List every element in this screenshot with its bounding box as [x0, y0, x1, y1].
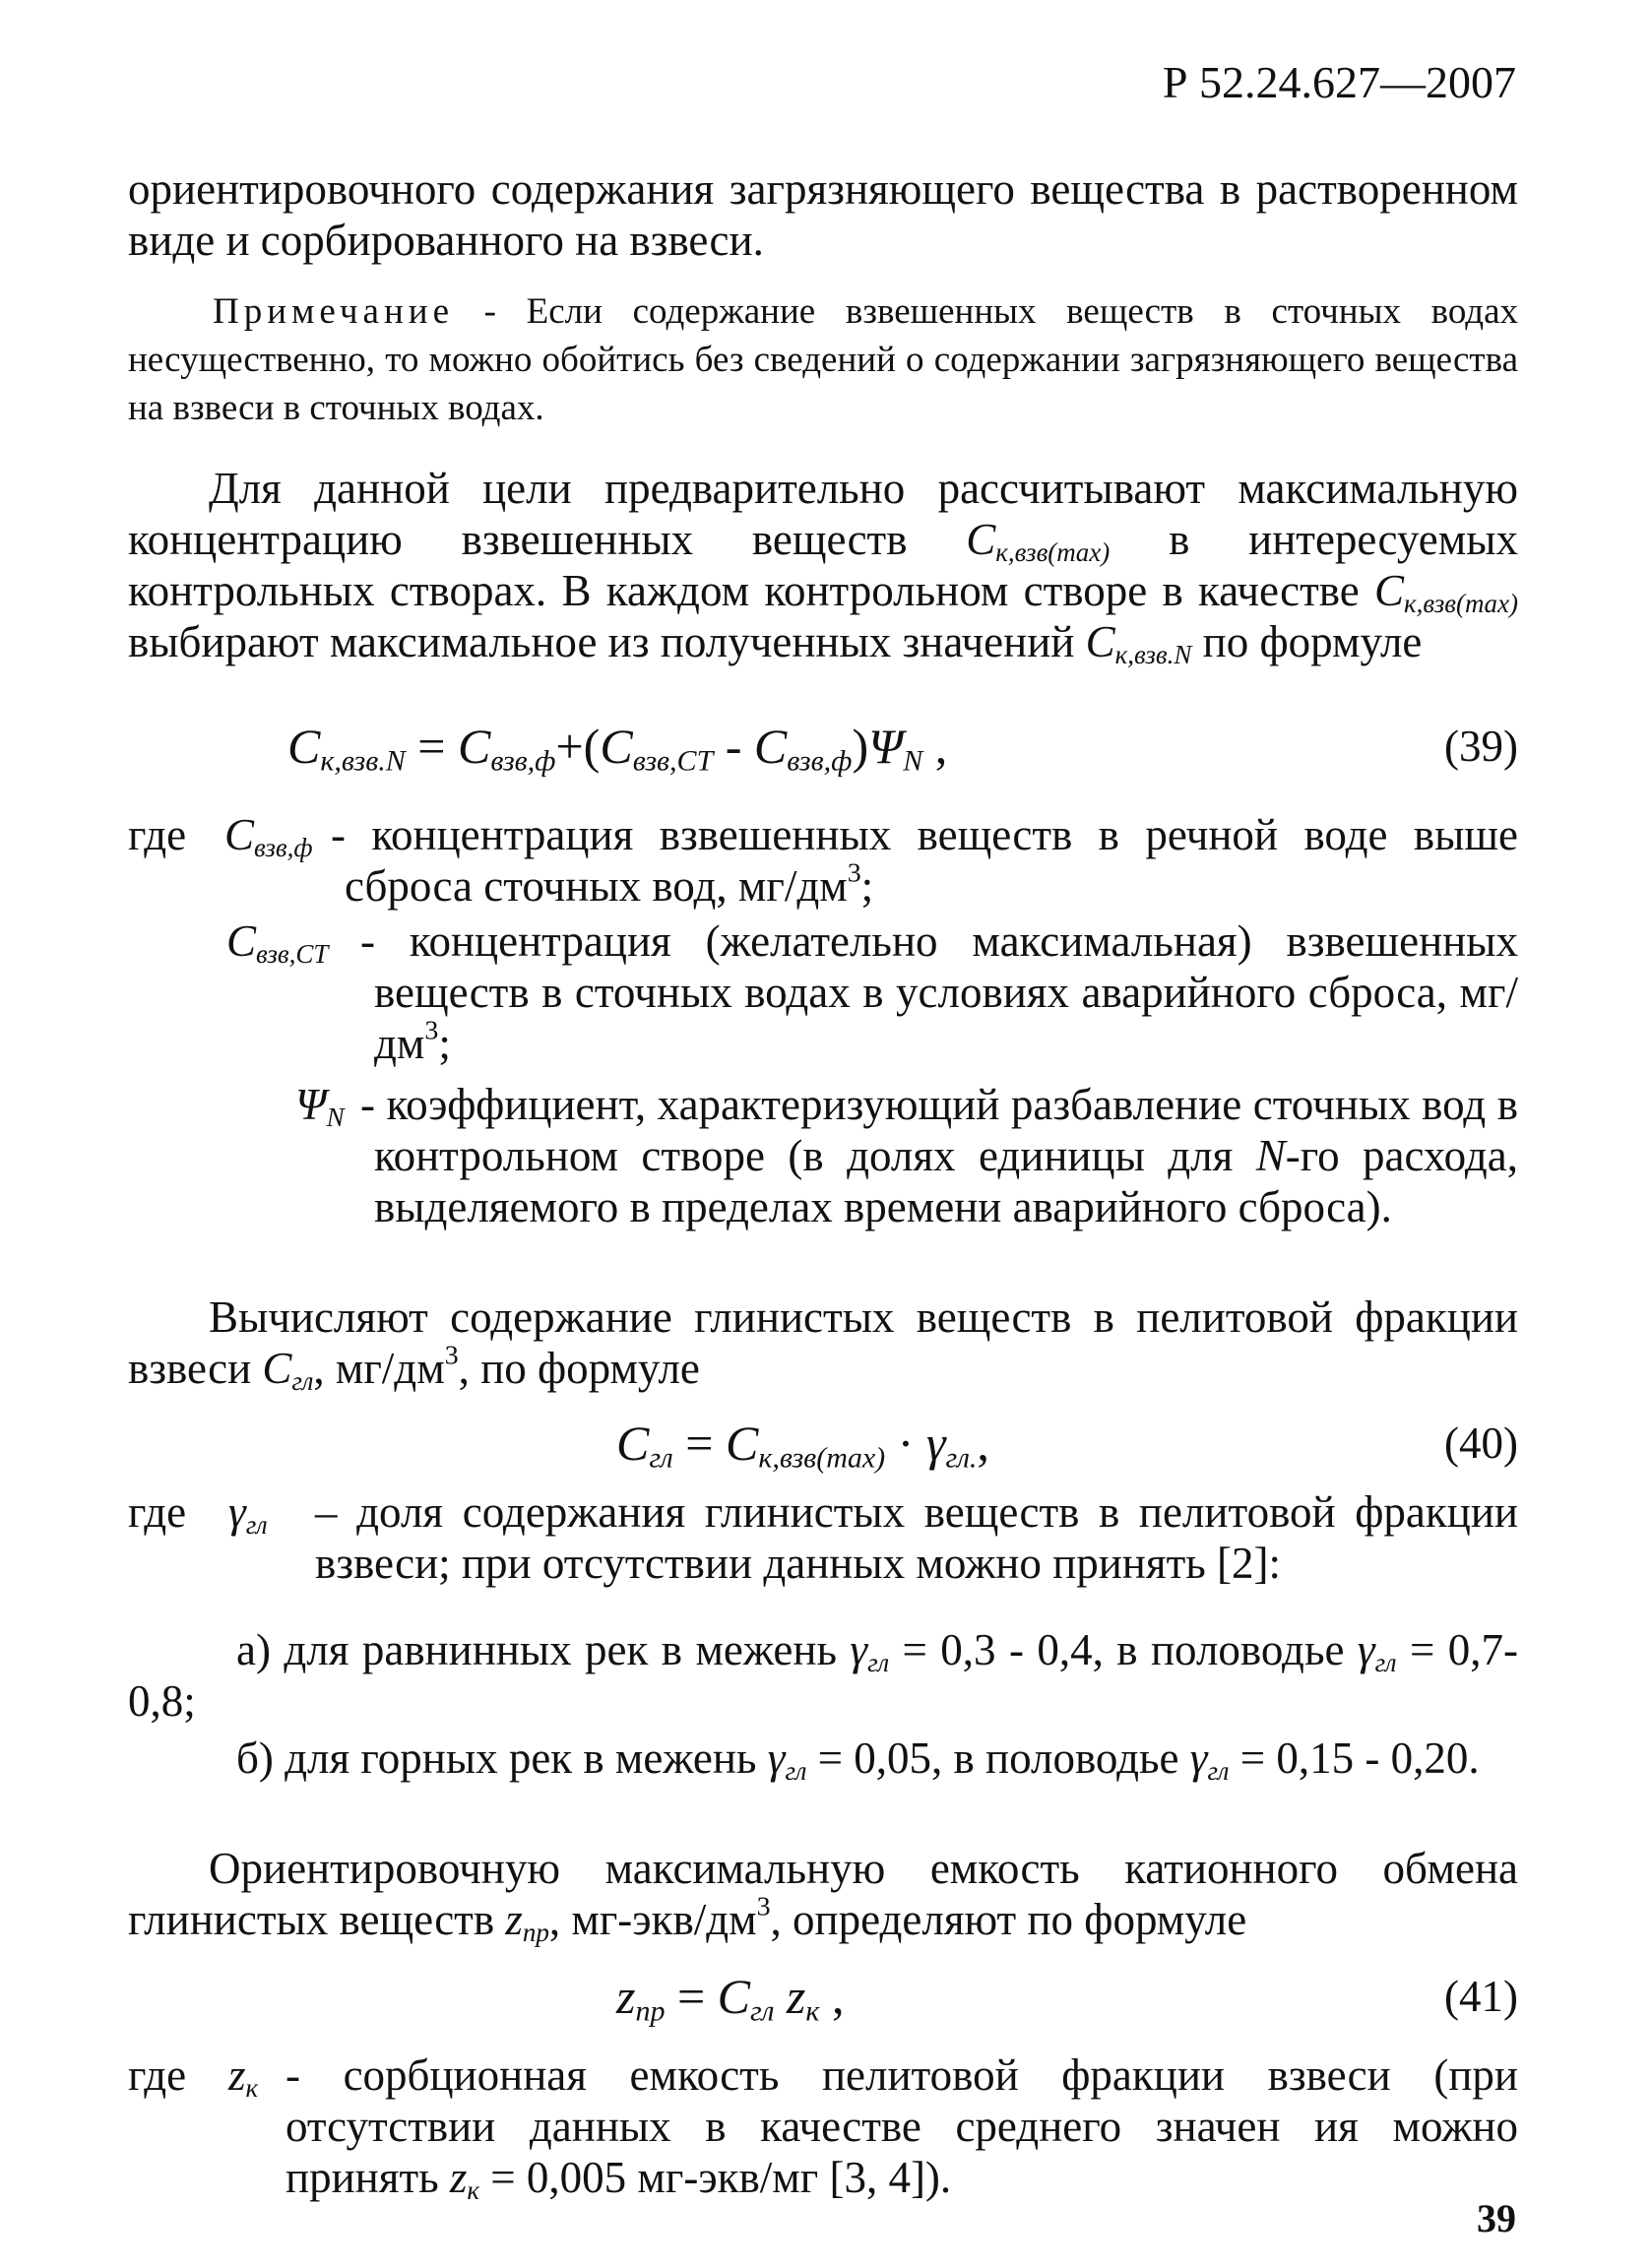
where-label-39: где: [128, 810, 187, 859]
def-term-zk: $z_к$: [228, 2050, 259, 2103]
where-label-40: где: [128, 1487, 187, 1537]
def-term-gamma: $\gamma_{гл}$: [228, 1487, 268, 1540]
document-code: Р 52.24.627—2007: [1162, 57, 1516, 107]
para1-text-1: Для данной цели предварительно рассчитывают максимальную концентрацию взвешенных веществ: [128, 464, 1518, 564]
paragraph-exchange-capacity: Ориентировочную максимальную емкость катионного обмена глинистых веществ $z_{пр}$, $мг-экв/дм^3$, определяют по формуле: [128, 1844, 1518, 1947]
symbol-c-n: $С_{к,взв.N}$: [1085, 617, 1192, 669]
formula-40-number: (40): [1444, 1418, 1518, 1468]
formula-41: $z_{пр} = С_{гл}$ $z_к$ ,: [616, 1969, 845, 2028]
def-text-c-background: - концентрация взвешенных веществ в речной воде выше сброса сточных вод, $мг/дм^3$;: [331, 810, 1518, 911]
para1-text-2: в интересуемых контрольных створах. В каждом контрольном створе в качестве: [128, 515, 1518, 615]
where-label-41: где: [128, 2050, 187, 2100]
def-text-gamma: – доля содержания глинистых веществ в пелитовой фракции взвеси; при отсутствии данных можно принять [2]:: [315, 1487, 1518, 1588]
def-term-psi: $\Psi_N$: [295, 1080, 345, 1132]
formula-40: $С_{гл} = С_{к,взв(max)} \cdot \gamma_{гл.}$,: [616, 1416, 989, 1475]
def-text-c-wastewater: - концентрация (желательно максимальная) взвешенных веществ в сточных водах в условиях аварийного сброса, $мг/дм^3$;: [360, 916, 1518, 1068]
note-text: - Если содержание взвешенных веществ в сточных водах несущественно, то можно обойтись без сведений о содержании загрязняющего вещества на взвеси в сточных водах.: [128, 291, 1518, 428]
item-a-plain-rivers: а) для равнинных рек в межень $\gamma_{гл} = 0,3 - 0,4$, в половодье $\gamma_{гл} = 0,7-$ 0,8;: [128, 1625, 1518, 1726]
def-text-zk: - сорбционная емкость пелитовой фракции взвеси (при отсутствии данных в качестве среднего значен ия можно принять $z_к = 0,005$ мг-экв/мг [3, 4]).: [286, 2050, 1518, 2205]
note: [128, 287, 1518, 432]
para1-text-3: выбирают максимальное из полученных значений: [128, 617, 1086, 666]
formula-39: $С_{к,взв.N} = С_{взв,ф}+(С_{взв,СТ} - С_{взв,ф})\Psi_N$ ,: [287, 719, 948, 778]
paragraph-max-concentration: [128, 463, 1518, 667]
symbol-c-max-2: $С_{к,взв(max)}$: [1374, 566, 1518, 618]
item-b-mountain-rivers: б) для горных рек в межень $\gamma_{гл} = 0,05$, в половодье $\gamma_{гл} = 0,15 - 0,20$.: [236, 1733, 1480, 1786]
para1-text-4: по формуле: [1191, 617, 1423, 666]
formula-41-number: (41): [1444, 1972, 1518, 2021]
symbol-c-max: $С_{к,взв(max)}$: [966, 515, 1111, 567]
formula-39-number: (39): [1444, 722, 1518, 771]
def-term-c-wastewater: $С_{взв,СТ}$: [226, 916, 329, 969]
def-term-c-background: $С_{взв,ф}$: [224, 810, 313, 862]
page-number: 39: [1477, 2196, 1516, 2240]
paragraph-clay-content: Вычисляют содержание глинистых веществ в пелитовой фракции взвеси $С_{гл}$, $мг/дм^3$, по формуле: [128, 1292, 1518, 1396]
def-text-psi: - коэффициент, характеризующий разбавление сточных вод в контрольном створе (в долях единицы для N-го расхода, выделяемого в пределах времени аварийного сброса).: [360, 1080, 1518, 1231]
intro-paragraph: ориентировочного содержания загрязняющего вещества в растворенном виде и сорбированного на взвеси.: [128, 164, 1518, 265]
note-label: Примечание: [213, 291, 454, 332]
